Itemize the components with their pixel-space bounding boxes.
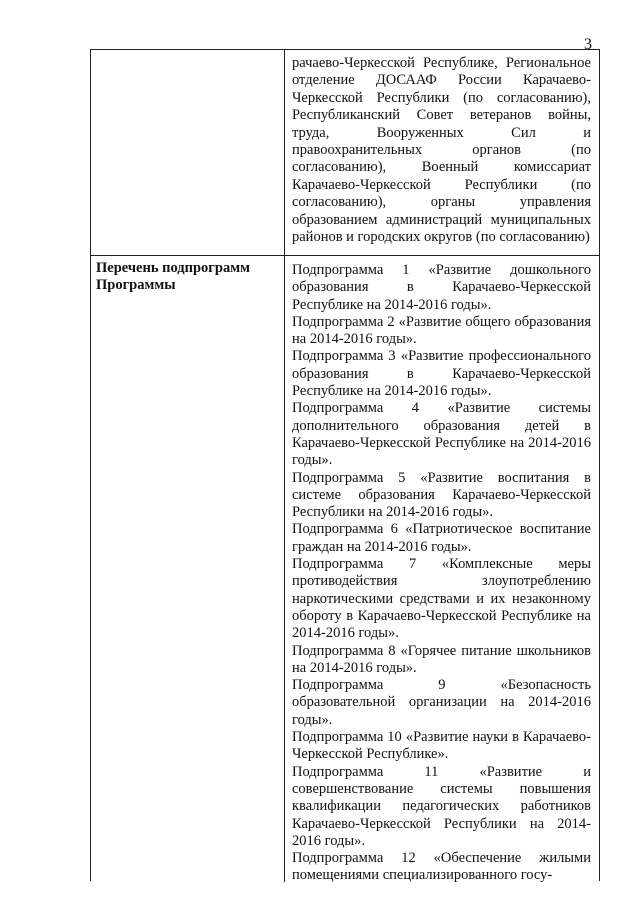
subprogram-item: Подпрограмма 9 «Безопасность образовательной организации на 2014-2016 годы». — [292, 677, 591, 728]
table-row-participants — [91, 50, 599, 256]
subprogram-item: Подпрограмма 8 «Горячее питание школьников на 2014-2016 годы». — [292, 642, 591, 676]
subprogram-item: Подпрограмма 2 «Развитие общего образования на 2014-2016 годы». — [292, 313, 591, 348]
subprograms-label: Перечень подпрограмм Программы — [96, 260, 250, 293]
page-number: 3 — [584, 36, 592, 53]
program-passport-table — [90, 49, 600, 884]
subprogram-item: Подпрограмма 5 «Развитие воспитания в системе образования Карачаево-Черкесской Республики на 2014-2016 годы». — [292, 469, 591, 521]
subprogram-item: Подпрограмма 4 «Развитие системы дополнительного образования детей в Карачаево-Черкесской Республике на 2014-2016 годы». — [292, 400, 591, 469]
participants-text: рачаево-Черкесской Республике, Региональное отделение ДОСААФ России Карачаево-Черкесской Республики (по согласованию), Республиканский Совет ветеранов войны, труда, Вооруженных Сил и правоохранительных органов (по согласованию), Военный комиссариат Карачаево-Черкесской Республики (по согласованию), органы управления образованием администраций муниципальных районов и городских округов (по согласованию) — [292, 55, 591, 246]
column-divider — [284, 256, 285, 882]
subprogram-item: Подпрограмма 11 «Развитие и совершенствование системы повышения квалификации педагогических работников Карачаево-Черкесской Республики на 2014-2016 годы». — [292, 763, 591, 849]
subprogram-item: Подпрограмма 12 «Обеспечение жилыми помещениями специализированного госу- — [292, 850, 591, 884]
column-divider — [284, 50, 285, 255]
subprogram-item: Подпрограмма 3 «Развитие профессионального образования в Карачаево-Черкесской Республике на 2014-2016 годы». — [292, 348, 591, 400]
subprogram-item: Подпрограмма 7 «Комплексные меры противодействия злоупотреблению наркотическими средствами и их незаконному обороту в Карачаево-Черкесской Республике на 2014-2016 годы». — [292, 556, 591, 642]
table-row-subprograms — [91, 256, 599, 882]
subprograms-list — [292, 262, 591, 885]
subprogram-item: Подпрограмма 10 «Развитие науки в Карачаево-Черкесской Республике». — [292, 729, 591, 763]
subprogram-item: Подпрограмма 1 «Развитие дошкольного образования в Карачаево-Черкесской Республике на 2014-2016 годы». — [292, 262, 591, 313]
subprogram-item: Подпрограмма 6 «Патриотическое воспитание граждан на 2014-2016 годы». — [292, 521, 591, 555]
